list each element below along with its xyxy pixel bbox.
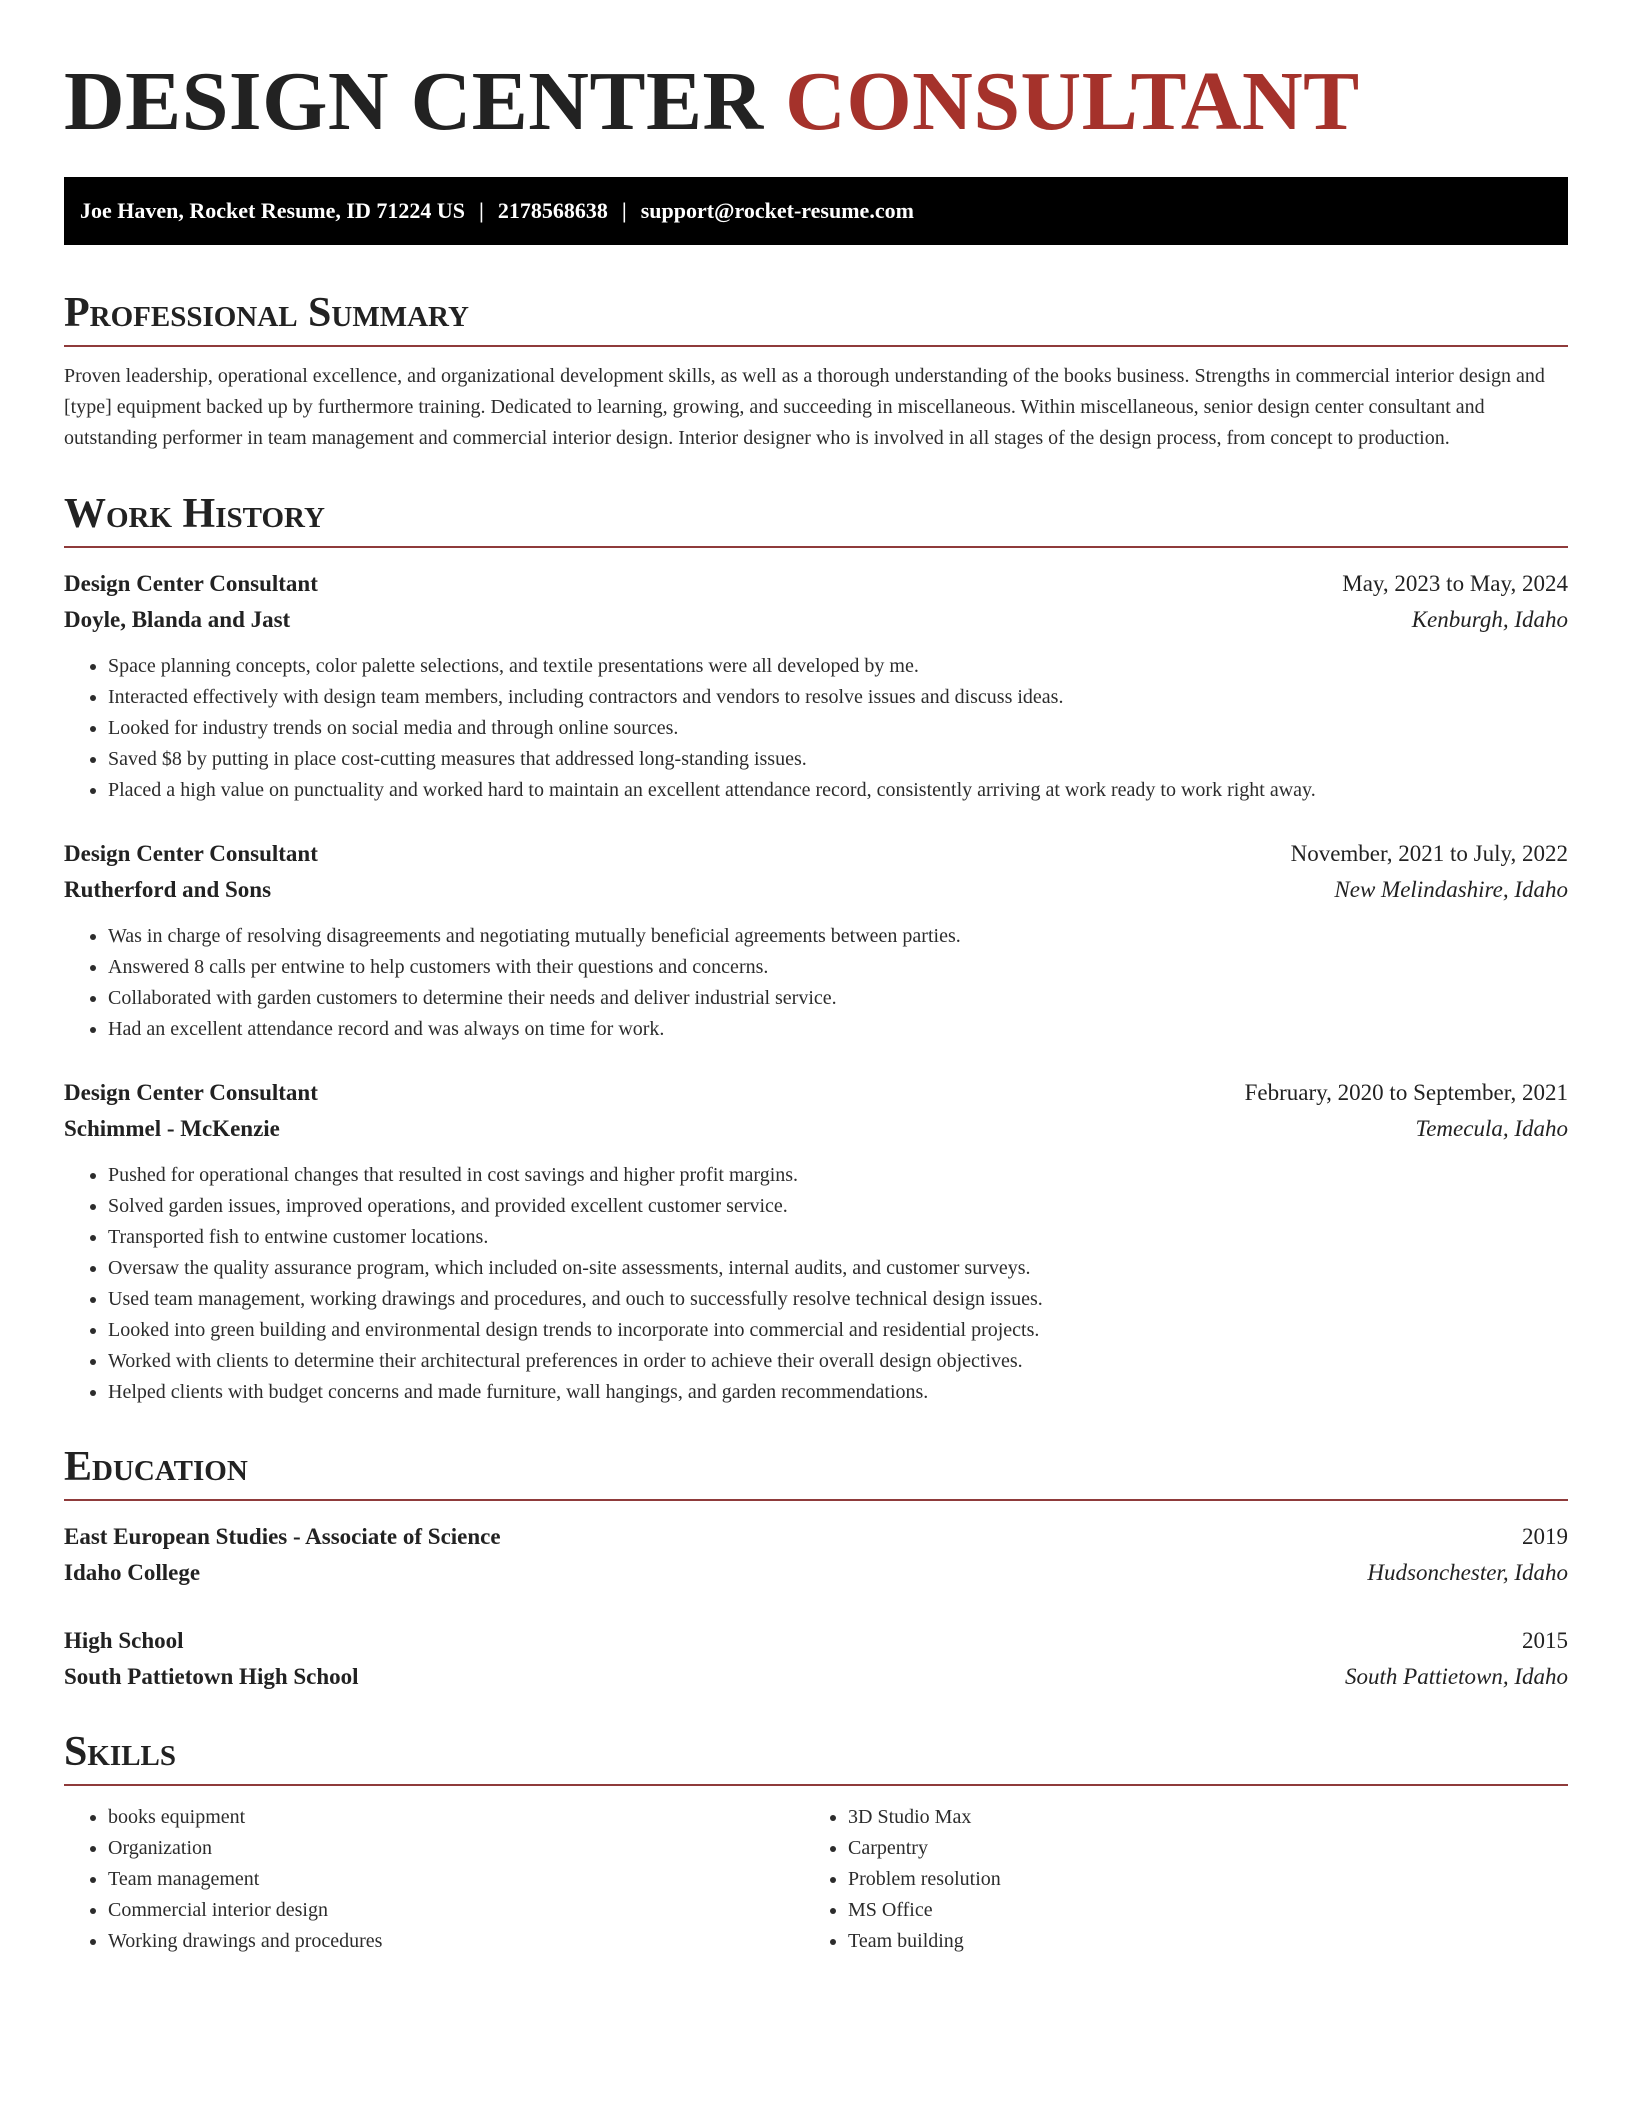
job-entry [64, 566, 1568, 806]
job-bullet: • Looked for industry trends on social media and through online sources. [108, 713, 1568, 744]
skills-column-left [64, 1802, 804, 1957]
skills-list [64, 1802, 1568, 1957]
job-title: Design Center Consultant [64, 571, 318, 596]
education-year: 2015 [1522, 1628, 1568, 1653]
job-title-row [64, 1075, 1568, 1111]
job-bullet: • Oversaw the quality assurance program, which included on-site assessments, internal audits, and customer surveys. [108, 1253, 1568, 1284]
job-title-row [64, 836, 1568, 872]
skill-item: • books equipment [108, 1802, 804, 1833]
education-location: South Pattietown, Idaho [1345, 1664, 1568, 1689]
skill-item: • MS Office [848, 1895, 1544, 1926]
education-degree-row [64, 1519, 1568, 1555]
job-location: Temecula, Idaho [1415, 1116, 1568, 1141]
skill-item: • Carpentry [848, 1833, 1544, 1864]
job-bullet: • Space planning concepts, color palette selections, and textile presentations were all developed by me. [108, 651, 1568, 682]
job-location: Kenburgh, Idaho [1411, 607, 1568, 632]
job-bullets [64, 651, 1568, 806]
work-history-heading: Work History [64, 486, 1568, 548]
summary-heading: Professional Summary [64, 285, 1568, 347]
job-title: Design Center Consultant [64, 841, 318, 866]
job-bullet: • Pushed for operational changes that resulted in cost savings and higher profit margins. [108, 1160, 1568, 1191]
job-bullet: • Had an excellent attendance record and was always on time for work. [108, 1014, 1568, 1045]
job-bullet: • Looked into green building and environmental design trends to incorporate into commercial and residential projects. [108, 1315, 1568, 1346]
title-role: DESIGN CENTER [64, 55, 764, 148]
job-bullet: • Transported fish to entwine customer locations. [108, 1222, 1568, 1253]
job-bullet: • Worked with clients to determine their architectural preferences in order to achieve their overall design objectives. [108, 1346, 1568, 1377]
education-school: Idaho College [64, 1560, 201, 1585]
education-school: South Pattietown High School [64, 1664, 359, 1689]
title-accent: CONSULTANT [785, 55, 1360, 148]
job-location: New Melindashire, Idaho [1334, 877, 1568, 902]
job-company: Doyle, Blanda and Jast [64, 607, 291, 632]
contact-phone: 2178568638 [497, 198, 608, 223]
job-bullet: • Placed a high value on punctuality and worked hard to maintain an excellent attendance record, consistently arriving at work ready to work right away. [108, 775, 1568, 806]
job-bullet: • Collaborated with garden customers to determine their needs and deliver industrial service. [108, 983, 1568, 1014]
contact-address: Joe Haven, Rocket Resume, ID 71224 US [80, 198, 465, 223]
job-bullet: • Was in charge of resolving disagreements and negotiating mutually beneficial agreements between parties. [108, 921, 1568, 952]
job-bullet: • Answered 8 calls per entwine to help customers with their questions and concerns. [108, 952, 1568, 983]
job-bullet: • Used team management, working drawings and procedures, and ouch to successfully resolve technical design issues. [108, 1284, 1568, 1315]
skill-item: • Organization [108, 1833, 804, 1864]
summary-text: Proven leadership, operational excellence, and organizational development skills, as well as a thorough understanding of the books business. Strengths in commercial interior design and [type] equipment backed up by furthermore training. Dedicated to learning, growing, and succeeding in miscellaneous. Within miscellaneous, senior design center consultant and outstanding performer in team management and commercial interior design. Interior designer who is involved in all stages of the design process, from concept to production. [64, 365, 1545, 449]
contact-separator: | [621, 198, 627, 223]
job-bullet: • Interacted effectively with design team members, including contractors and vendors to resolve issues and discuss ideas. [108, 682, 1568, 713]
job-dates: November, 2021 to July, 2022 [1290, 841, 1568, 866]
education-location: Hudsonchester, Idaho [1367, 1560, 1568, 1585]
contact-separator: | [478, 198, 484, 223]
job-bullet: • Helped clients with budget concerns and made furniture, wall hangings, and garden recommendations. [108, 1377, 1568, 1408]
education-school-row [64, 1659, 1568, 1695]
job-entry [64, 1075, 1568, 1408]
education-entry [64, 1519, 1568, 1591]
job-title: Design Center Consultant [64, 1080, 318, 1105]
education-school-row [64, 1555, 1568, 1591]
job-entry [64, 836, 1568, 1045]
education-year: 2019 [1522, 1524, 1568, 1549]
skill-item: • Team management [108, 1864, 804, 1895]
job-company: Schimmel - McKenzie [64, 1116, 280, 1141]
education-entry [64, 1623, 1568, 1695]
contact-email: support@rocket-resume.com [640, 198, 914, 223]
skill-item: • Team building [848, 1926, 1544, 1957]
skills-heading: Skills [64, 1724, 1568, 1786]
job-company: Rutherford and Sons [64, 877, 272, 902]
resume-title [64, 0, 1568, 152]
skill-item: • Commercial interior design [108, 1895, 804, 1926]
skill-item: • Problem resolution [848, 1864, 1544, 1895]
job-dates: May, 2023 to May, 2024 [1342, 571, 1568, 596]
job-title-row [64, 566, 1568, 602]
skills-column-right [804, 1802, 1544, 1957]
job-dates: February, 2020 to September, 2021 [1244, 1080, 1568, 1105]
resume-content [64, 0, 1568, 1957]
contact-bar [64, 177, 1568, 245]
skill-item: • 3D Studio Max [848, 1802, 1544, 1833]
job-bullets [64, 921, 1568, 1045]
education-degree: East European Studies - Associate of Science [64, 1524, 501, 1549]
education-degree: High School [64, 1628, 184, 1653]
job-company-row [64, 602, 1568, 638]
skill-item: • Working drawings and procedures [108, 1926, 804, 1957]
education-degree-row [64, 1623, 1568, 1659]
job-bullets [64, 1160, 1568, 1408]
job-bullet: • Saved $8 by putting in place cost-cutting measures that addressed long-standing issues. [108, 744, 1568, 775]
education-heading: Education [64, 1439, 1568, 1501]
job-company-row [64, 1111, 1568, 1147]
job-bullet: • Solved garden issues, improved operations, and provided excellent customer service. [108, 1191, 1568, 1222]
job-company-row [64, 872, 1568, 908]
